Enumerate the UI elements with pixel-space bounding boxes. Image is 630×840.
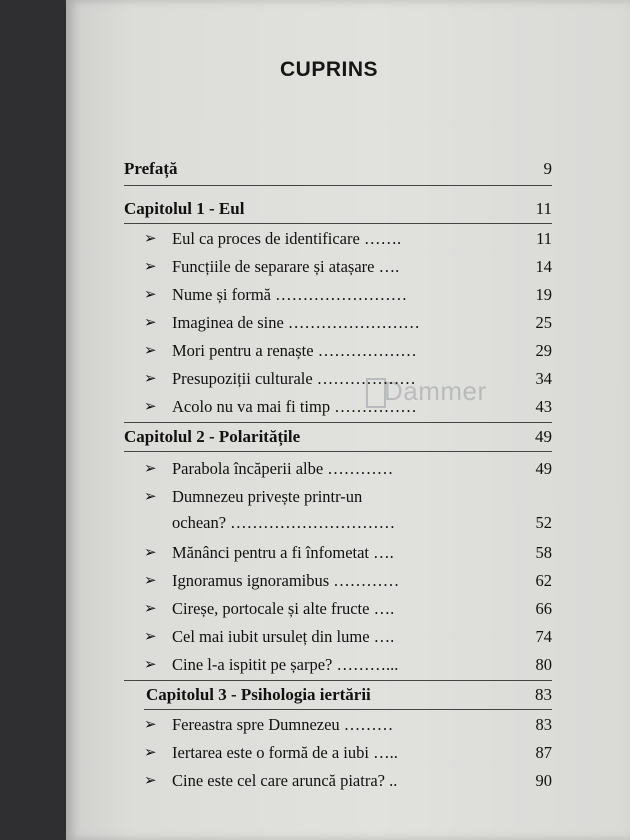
toc-item [144, 310, 552, 336]
book-page [66, 0, 630, 840]
toc-page-number: 14 [535, 257, 552, 276]
arrow-bullet-icon: ➢ [144, 601, 157, 617]
arrow-bullet-icon: ➢ [144, 773, 157, 789]
toc-item [144, 484, 552, 510]
toc-page-number: 90 [535, 771, 552, 790]
page-title: CUPRINS [280, 58, 379, 81]
toc-page-number: 83 [535, 685, 552, 704]
toc-item [144, 768, 552, 794]
toc-item [144, 568, 552, 594]
toc-page-number: 58 [535, 543, 552, 562]
arrow-bullet-icon: ➢ [144, 489, 157, 505]
toc-chapter-3 [146, 682, 552, 708]
arrow-bullet-icon: ➢ [144, 371, 157, 387]
toc-page-number: 49 [535, 459, 552, 478]
toc-page-number: 80 [535, 655, 552, 674]
toc-item-label: Ignoramus ignoramibus ………… [172, 571, 400, 590]
arrow-bullet-icon: ➢ [144, 545, 157, 561]
toc-item-label: Mănânci pentru a fi înfometat …. [172, 543, 394, 562]
divider [144, 709, 552, 710]
toc-page-number: 74 [535, 627, 552, 646]
divider [124, 422, 552, 423]
chapter-title: Capitolul 2 - Polaritățile [124, 427, 301, 446]
toc-item-continuation [144, 510, 552, 536]
toc-page-number: 66 [535, 599, 552, 618]
arrow-bullet-icon: ➢ [144, 343, 157, 359]
toc-item-label: Funcțiile de separare și atașare …. [172, 257, 400, 276]
toc-item-label: Eul ca proces de identificare ……. [172, 229, 402, 248]
arrow-bullet-icon: ➢ [144, 573, 157, 589]
arrow-bullet-icon: ➢ [144, 657, 157, 673]
toc-item [144, 596, 552, 622]
toc-item [144, 254, 552, 280]
toc-item [144, 712, 552, 738]
toc-page-number: 52 [535, 513, 552, 532]
toc-page-number: 87 [535, 743, 552, 762]
toc-item [144, 226, 552, 252]
toc-item-label: Cel mai iubit ursuleț din lume …. [172, 627, 395, 646]
toc-page-number: 29 [535, 341, 552, 360]
toc-item-label: Cine este cel care aruncă piatra? .. [172, 771, 398, 790]
divider [124, 680, 552, 681]
toc-item [144, 540, 552, 566]
arrow-bullet-icon: ➢ [144, 259, 157, 275]
toc-page-number: 11 [536, 229, 552, 248]
toc-page-number: 11 [535, 199, 552, 218]
toc-item-label: Imaginea de sine …………………… [172, 313, 420, 332]
toc-item [144, 282, 552, 308]
arrow-bullet-icon: ➢ [144, 231, 157, 247]
divider [124, 451, 552, 452]
arrow-bullet-icon: ➢ [144, 629, 157, 645]
divider [124, 185, 552, 186]
toc-item [144, 338, 552, 364]
toc-item [144, 366, 552, 392]
toc-item [144, 624, 552, 650]
toc-page-number: 34 [535, 369, 552, 388]
chapter-title: Capitolul 3 - Psihologia iertării [146, 685, 371, 704]
toc-item-label: Dumnezeu privește printr-un [172, 487, 363, 506]
arrow-bullet-icon: ➢ [144, 717, 157, 733]
arrow-bullet-icon: ➢ [144, 399, 157, 415]
toc-item-label: Cine l-a ispitit pe șarpe? ………... [172, 655, 399, 674]
toc-chapter-1 [124, 196, 552, 222]
toc-item [144, 652, 552, 678]
arrow-bullet-icon: ➢ [144, 315, 157, 331]
toc-chapter-2 [124, 424, 552, 450]
toc-item-label: Presupoziții culturale ……………… [172, 369, 416, 388]
arrow-bullet-icon: ➢ [144, 461, 157, 477]
toc-item-label: ochean? ………………………… [172, 513, 396, 532]
arrow-bullet-icon: ➢ [144, 745, 157, 761]
toc-page-number: 9 [543, 159, 552, 178]
toc-item [144, 394, 552, 420]
divider [124, 223, 552, 224]
toc-preface [124, 156, 552, 182]
toc-page-number: 25 [535, 313, 552, 332]
toc-item-label: Mori pentru a renaște ……………… [172, 341, 417, 360]
watermark: Dammer [384, 376, 487, 406]
toc-item [144, 456, 552, 482]
toc-item-label: Cireșe, portocale și alte fructe …. [172, 599, 395, 618]
toc-item-label: Acolo nu va mai fi timp …………… [172, 397, 417, 416]
toc-page-number: 62 [535, 571, 552, 590]
toc-item [144, 740, 552, 766]
toc-page-number: 49 [535, 427, 552, 446]
toc-page-number: 43 [535, 397, 552, 416]
arrow-bullet-icon: ➢ [144, 287, 157, 303]
toc-page-number: 83 [535, 715, 552, 734]
toc-item-label: Parabola încăperii albe ………… [172, 459, 394, 478]
toc-item-label: Fereastra spre Dumnezeu ……… [172, 715, 394, 734]
chapter-title: Capitolul 1 - Eul [124, 199, 245, 218]
toc-preface-label: Prefață [124, 159, 178, 178]
toc-page-number: 19 [535, 285, 552, 304]
toc-item-label: Nume și formă …………………… [172, 285, 408, 304]
toc-item-label: Iertarea este o formă de a iubi ….. [172, 743, 398, 762]
